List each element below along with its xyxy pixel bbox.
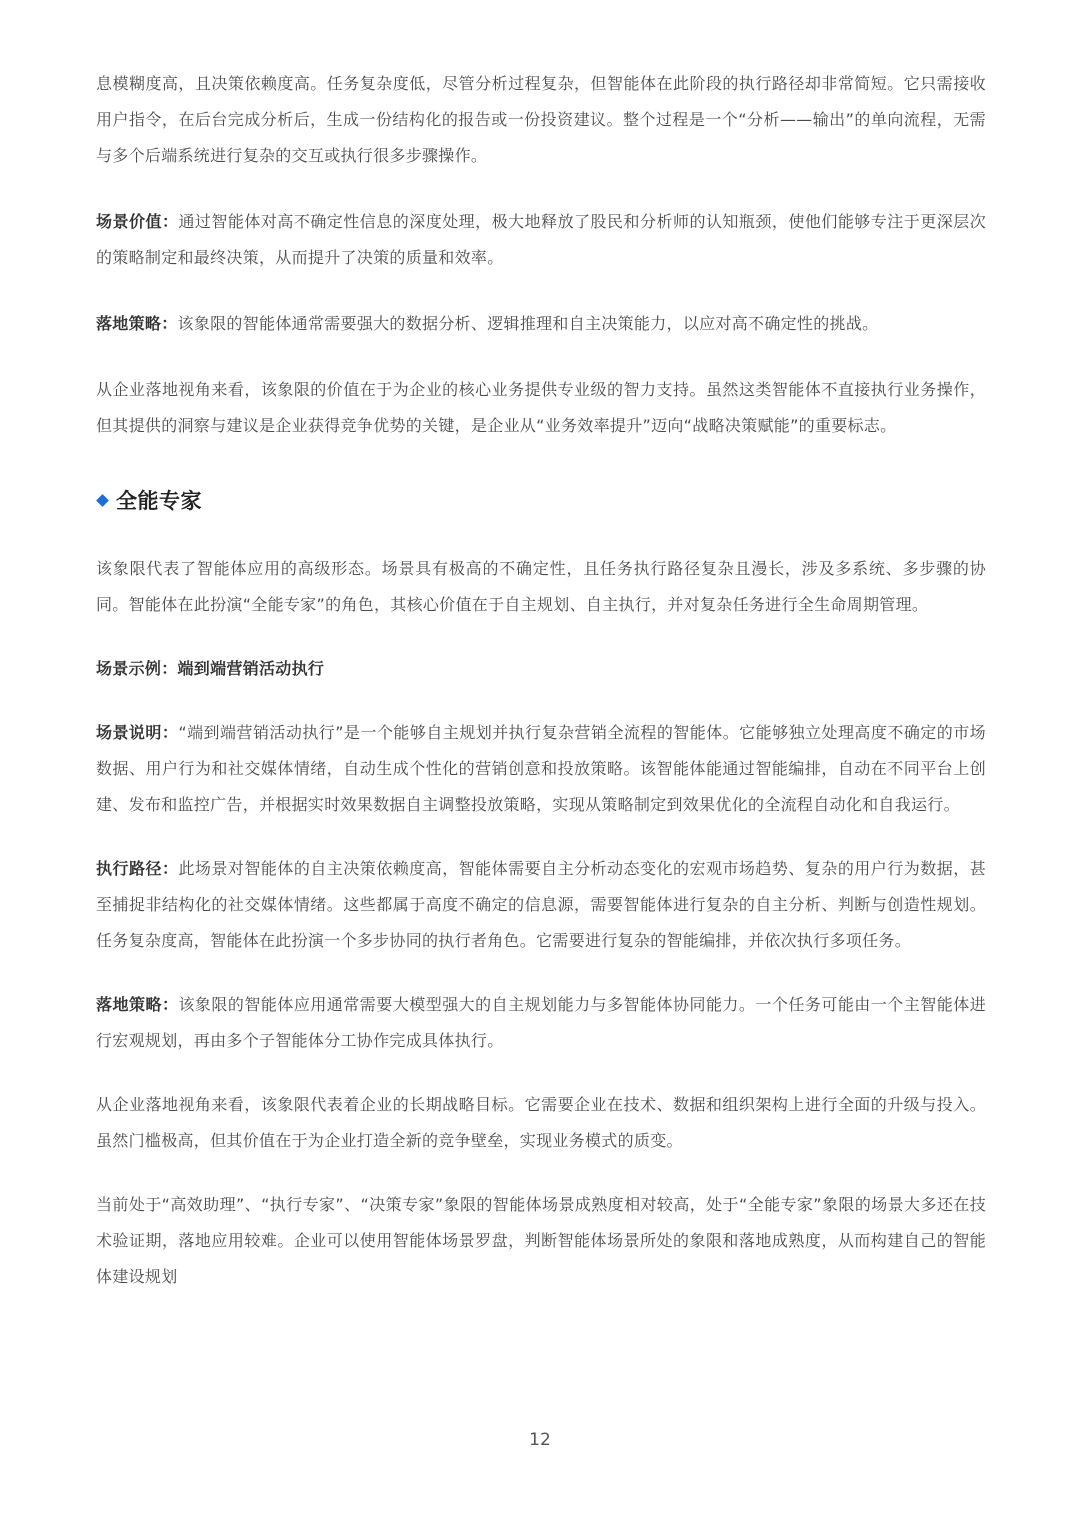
paragraph-quadrant-description xyxy=(96,551,986,623)
section-heading-text: 全能专家 xyxy=(116,489,202,513)
paragraph-text: 该象限代表了智能体应用的高级形态。场景具有极高的不确定性，且任务执行路径复杂且漫长，涉及多系统、多步骤的协同。智能体在此扮演“全能专家”的角色，其核心价值在于自主规划、自主执行，并对复杂任务进行全生命周期管理。 xyxy=(96,559,986,614)
scene-description-text: “端到端营销活动执行”是一个能够自主规划并执行复杂营销全流程的智能体。它能够独立处理高度不确定的市场数据、用户行为和社交媒体情绪，自动生成个性化的营销创意和投放策略。该智能体能通过智能编排，自动在不同平台上创建、发布和监控广告，并根据实时效果数据自主调整投放策略，实现从策略制定到效果优化的全流程自动化和自我运行。 xyxy=(96,723,986,814)
scene-example-title xyxy=(96,651,986,687)
paragraph-enterprise-view-1 xyxy=(96,372,986,444)
paragraph-text: 当前处于“高效助理”、“执行专家”、“决策专家”象限的智能体场景成熟度相对较高，处于“全能专家”象限的场景大多还在技术验证期，落地应用较难。企业可以使用智能体场景罗盘，判断智能体场景所处的象限和落地成熟度，从而构建自己的智能体建设规划 xyxy=(96,1195,986,1286)
paragraph-enterprise-view-2 xyxy=(96,1087,986,1159)
scene-value-text: 通过智能体对高不确定性信息的深度处理，极大地释放了股民和分析师的认知瓶颈，使他们能够专注于更深层次的策略制定和最终决策，从而提升了决策的质量和效率。 xyxy=(96,212,986,267)
execution-path-label: 执行路径： xyxy=(96,859,179,878)
scene-value-label: 场景价值： xyxy=(96,212,179,231)
execution-path-text: 此场景对智能体的自主决策依赖度高，智能体需要自主分析动态变化的宏观市场趋势、复杂的用户行为数据，甚至捕捉非结构化的社交媒体情绪。这些都属于高度不确定的信息源，需要智能体进行复杂的自主分析、判断与创造性规划。任务复杂度高，智能体在此扮演一个多步协同的执行者角色。它需要进行复杂的智能编排，并依次执行多项任务。 xyxy=(96,859,986,950)
paragraph-scene-description xyxy=(96,715,986,823)
scene-description-label: 场景说明： xyxy=(96,723,179,742)
section-heading xyxy=(96,482,986,518)
strategy-text: 该象限的智能体通常需要强大的数据分析、逻辑推理和自主决策能力，以应对高不确定性的挑战。 xyxy=(177,314,879,333)
scene-example-text: 场景示例：端到端营销活动执行 xyxy=(96,659,325,678)
paragraph-execution-path xyxy=(96,851,986,959)
paragraph-strategy-2 xyxy=(96,987,986,1059)
page-content xyxy=(96,66,986,1295)
paragraph-strategy-1 xyxy=(96,306,986,342)
diamond-icon xyxy=(96,494,109,507)
paragraph-text: 息模糊度高，且决策依赖度高。任务复杂度低，尽管分析过程复杂，但智能体在此阶段的执行路径却非常简短。它只需接收用户指令，在后台完成分析后，生成一份结构化的报告或一份投资建议。整个过程是一个“分析——输出”的单向流程，无需与多个后端系统进行复杂的交互或执行很多步骤操作。 xyxy=(96,74,986,165)
page-number: 12 xyxy=(529,1430,551,1450)
paragraph-summary xyxy=(96,1187,986,1295)
strategy-label: 落地策略： xyxy=(96,995,179,1014)
paragraph-text: 从企业落地视角来看，该象限代表着企业的长期战略目标。它需要企业在技术、数据和组织架构上进行全面的升级与投入。虽然门槛极高，但其价值在于为企业打造全新的竞争壁垒，实现业务模式的质变。 xyxy=(96,1095,986,1150)
paragraph-scene-value xyxy=(96,204,986,276)
strategy-label: 落地策略： xyxy=(96,314,178,333)
strategy-text: 该象限的智能体应用通常需要大模型强大的自主规划能力与多智能体协同能力。一个任务可能由一个主智能体进行宏观规划，再由多个子智能体分工协作完成具体执行。 xyxy=(96,995,986,1050)
paragraph-text: 从企业落地视角来看，该象限的价值在于为企业的核心业务提供专业级的智力支持。虽然这类智能体不直接执行业务操作，但其提供的洞察与建议是企业获得竞争优势的关键，是企业从“业务效率提升”迈向“战略决策赋能”的重要标志。 xyxy=(96,380,986,435)
paragraph-intro xyxy=(96,66,986,174)
